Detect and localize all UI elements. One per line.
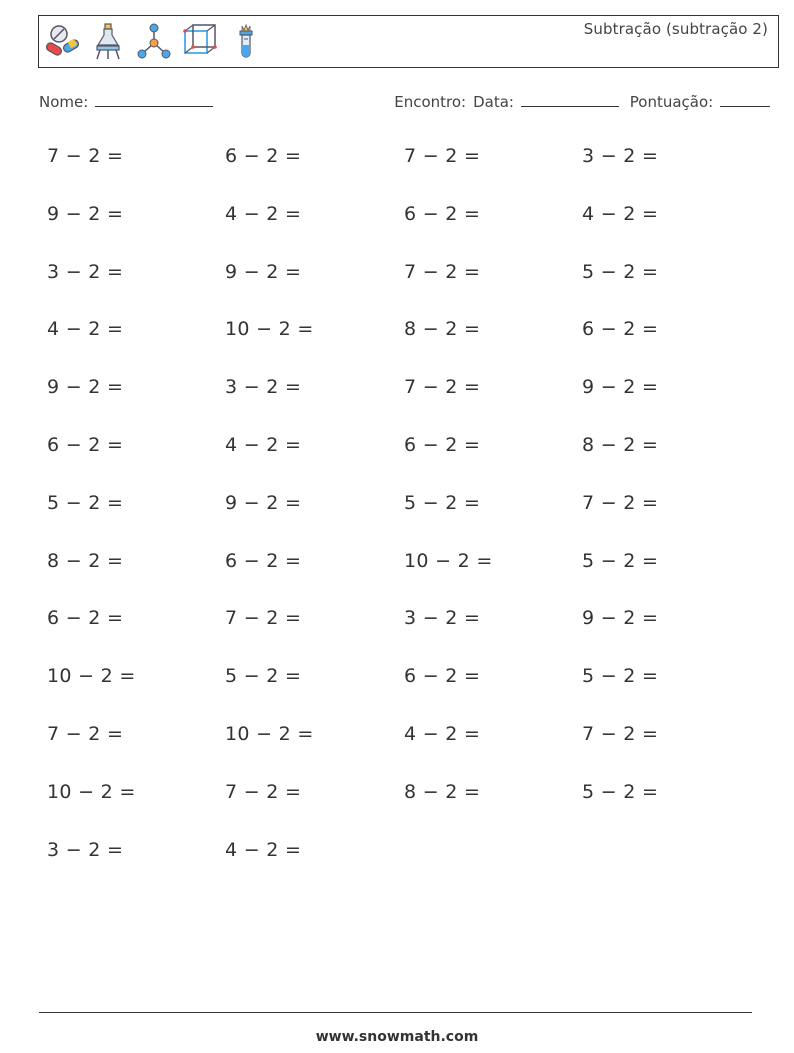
meeting-label: Encontro: [394, 93, 467, 111]
problem-item: 8 − 2 = [582, 433, 659, 456]
problem-item: 5 − 2 = [404, 491, 481, 514]
header-icons [43, 21, 265, 61]
name-field [39, 93, 213, 111]
problem-item: 5 − 2 = [582, 665, 659, 688]
name-label: Nome: [39, 93, 89, 111]
flask-stand-icon [89, 21, 127, 61]
pills-icon [43, 21, 81, 61]
date-label: Data: [473, 93, 514, 111]
problem-item: 10 − 2 = [225, 318, 314, 341]
problem-item: 4 − 2 = [404, 722, 481, 745]
problem-item: 6 − 2 = [404, 665, 481, 688]
problem-item: 10 − 2 = [47, 665, 136, 688]
score-label: Pontuação: [629, 93, 714, 111]
problem-item: 5 − 2 = [225, 665, 302, 688]
problem-item: 4 − 2 = [225, 202, 302, 225]
problem-item: 6 − 2 = [404, 202, 481, 225]
problem-item: 7 − 2 = [225, 607, 302, 630]
problem-item: 3 − 2 = [47, 838, 124, 861]
problem-item: 6 − 2 = [225, 145, 302, 167]
cube-icon [181, 21, 219, 61]
problem-item: 10 − 2 = [225, 722, 314, 745]
worksheet-title: Subtração (subtração 2) [583, 20, 768, 38]
problem-grid [47, 145, 760, 896]
problem-item: 3 − 2 = [47, 260, 124, 283]
problem-item: 8 − 2 = [47, 549, 124, 572]
problem-item: 4 − 2 = [47, 318, 124, 341]
problem-item: 7 − 2 = [582, 722, 659, 745]
problem-item: 5 − 2 = [47, 491, 124, 514]
problem-item: 9 − 2 = [47, 202, 124, 225]
problem-item: 9 − 2 = [225, 491, 302, 514]
problem-item: 3 − 2 = [225, 376, 302, 399]
footer-url: www.snowmath.com [315, 1029, 479, 1045]
problem-item: 3 − 2 = [404, 607, 481, 630]
problem-item: 7 − 2 = [582, 491, 659, 514]
problem-item: 6 − 2 = [47, 607, 124, 630]
problem-item: 4 − 2 = [582, 202, 659, 225]
meeting-score-fields [394, 93, 770, 111]
problem-item: 4 − 2 = [225, 838, 302, 861]
problem-item: 8 − 2 = [404, 318, 481, 341]
problem-item: 8 − 2 = [404, 780, 481, 803]
problem-item: 9 − 2 = [582, 607, 659, 630]
problem-item: 7 − 2 = [47, 722, 124, 745]
problem-item: 6 − 2 = [404, 433, 481, 456]
problem-item: 6 − 2 = [225, 549, 302, 572]
problem-item: 6 − 2 = [47, 433, 124, 456]
problem-item: 7 − 2 = [404, 260, 481, 283]
test-tube-icon [227, 21, 265, 61]
footer-divider [39, 1012, 752, 1013]
molecule-icon [135, 21, 173, 61]
date-blank[interactable] [521, 93, 619, 107]
problem-item: 7 − 2 = [404, 145, 481, 167]
problem-item: 6 − 2 = [582, 318, 659, 341]
problem-item: 5 − 2 = [582, 549, 659, 572]
problem-item: 7 − 2 = [47, 145, 124, 167]
problem-item: 4 − 2 = [225, 433, 302, 456]
problem-item: 3 − 2 = [582, 145, 659, 167]
problem-item: 10 − 2 = [404, 549, 493, 572]
problem-item: 9 − 2 = [225, 260, 302, 283]
problem-item: 7 − 2 = [225, 780, 302, 803]
worksheet-header [38, 15, 779, 68]
name-blank[interactable] [95, 93, 213, 107]
problem-item: 5 − 2 = [582, 260, 659, 283]
score-blank[interactable] [720, 93, 770, 107]
problem-item: 10 − 2 = [47, 780, 136, 803]
problem-item: 7 − 2 = [404, 376, 481, 399]
problem-item: 9 − 2 = [582, 376, 659, 399]
problem-item: 5 − 2 = [582, 780, 659, 803]
problem-item: 9 − 2 = [47, 376, 124, 399]
